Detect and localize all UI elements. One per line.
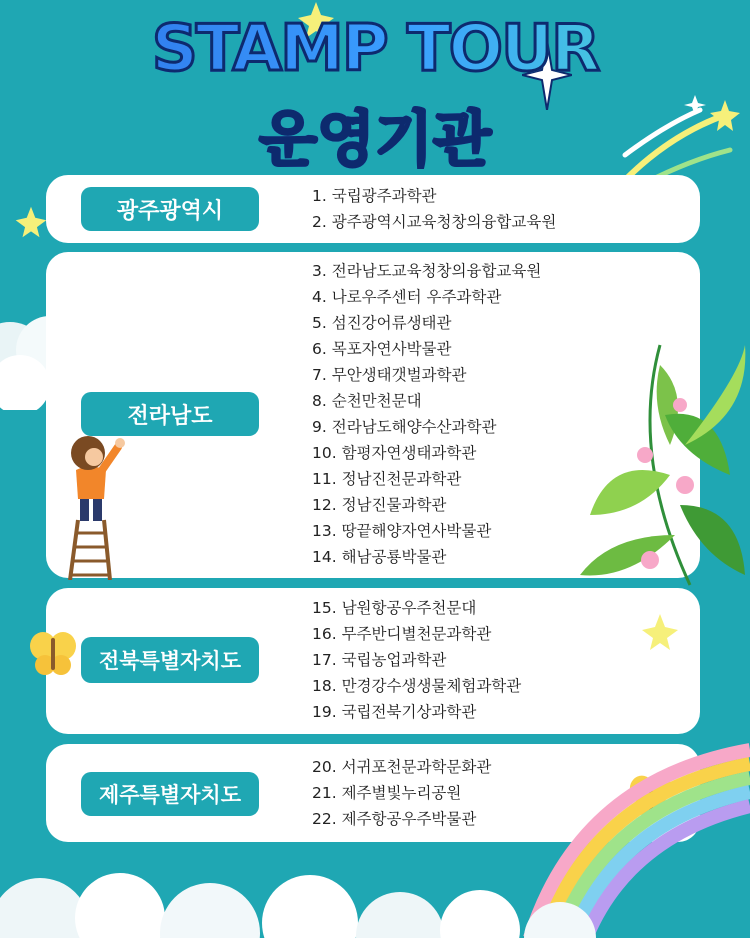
list-item: 13. 땅끝해양자연사박물관 bbox=[312, 522, 492, 540]
child-on-ladder-illustration bbox=[60, 425, 130, 580]
list-item: 6. 목포자연사박물관 bbox=[312, 340, 452, 358]
list-item: 17. 국립농업과학관 bbox=[312, 651, 447, 669]
region-badge-jeonnam: 전라남도 bbox=[81, 392, 259, 436]
list-item: 12. 정남진물과학관 bbox=[312, 496, 447, 514]
list-item: 5. 섬진강어류생태관 bbox=[312, 314, 452, 332]
region-badge-jeonbuk: 전북특별자치도 bbox=[81, 637, 259, 683]
list-item: 16. 무주반디별천문과학관 bbox=[312, 625, 492, 643]
list-item: 18. 만경강수생생물체험과학관 bbox=[312, 677, 522, 695]
star-left-decoration bbox=[14, 205, 48, 239]
region-card-jeonbuk bbox=[46, 588, 700, 734]
institution-list-jeonbuk bbox=[312, 595, 521, 725]
list-item: 4. 나로우주센터 우주과학관 bbox=[312, 288, 502, 306]
list-item: 19. 국립전북기상과학관 bbox=[312, 703, 477, 721]
page-title-english: STAMP TOUR bbox=[0, 12, 750, 86]
list-item: 1. 국립광주과학관 bbox=[312, 187, 437, 205]
list-item: 7. 무안생태갯벌과학관 bbox=[312, 366, 467, 384]
list-item: 3. 전라남도교육청창의융합교육원 bbox=[312, 262, 542, 280]
list-item: 11. 정남진천문과학관 bbox=[312, 470, 462, 488]
butterfly-icon bbox=[28, 628, 78, 678]
institution-list-gwangju bbox=[312, 183, 556, 235]
list-item: 14. 해남공룡박물관 bbox=[312, 548, 447, 566]
cloud-bottom-decoration bbox=[0, 818, 750, 938]
list-item: 2. 광주광역시교육청창의융합교육원 bbox=[312, 213, 557, 231]
list-item: 8. 순천만천문대 bbox=[312, 392, 422, 410]
list-item: 15. 남원항공우주천문대 bbox=[312, 599, 477, 617]
list-item: 9. 전라남도해양수산과학관 bbox=[312, 418, 497, 436]
region-badge-jeju: 제주특별자치도 bbox=[81, 772, 259, 816]
list-item: 20. 서귀포천문과학문화관 bbox=[312, 758, 492, 776]
leaf-plant-decoration bbox=[570, 335, 750, 595]
region-badge-gwangju: 광주광역시 bbox=[81, 187, 259, 231]
star-right-decoration bbox=[640, 612, 680, 652]
list-item: 21. 제주별빛누리공원 bbox=[312, 784, 462, 802]
list-item: 22. 제주항공우주박물관 bbox=[312, 810, 477, 828]
institution-list-jeonnam bbox=[312, 258, 541, 570]
list-item: 10. 함평자연생태과학관 bbox=[312, 444, 477, 462]
region-card-gwangju bbox=[46, 175, 700, 243]
page-title-korean: 운영기관 bbox=[0, 92, 750, 178]
